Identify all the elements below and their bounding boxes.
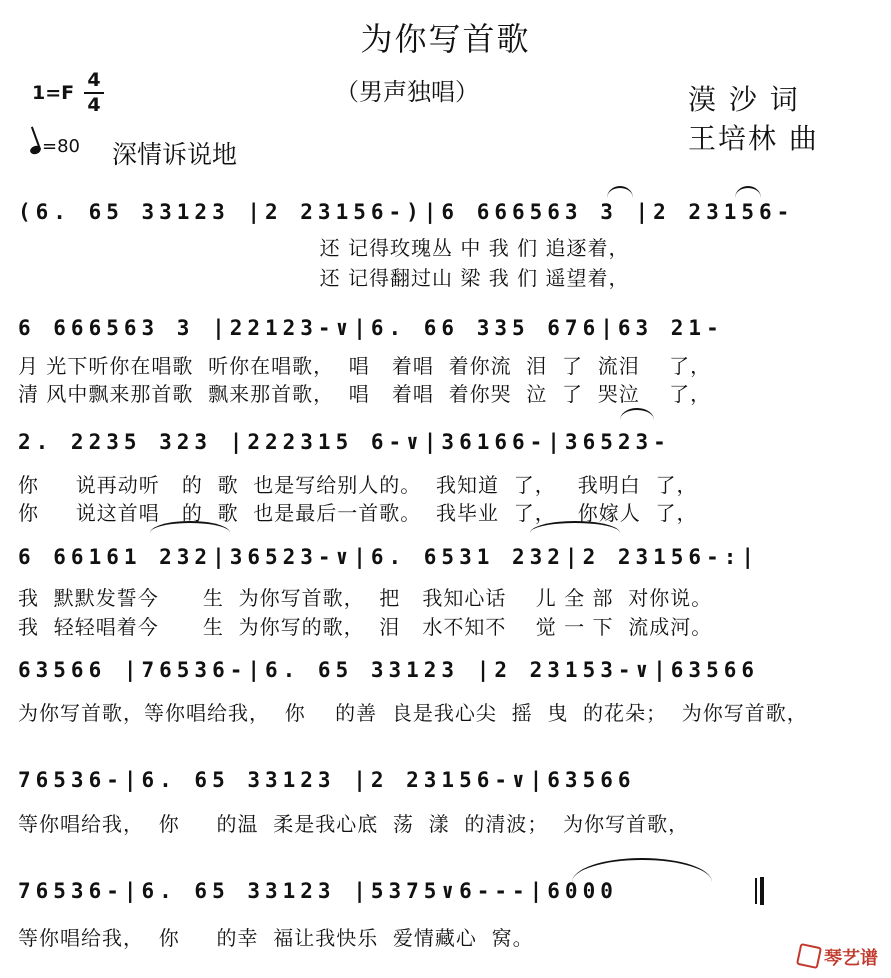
quarter-note-icon	[29, 144, 42, 155]
final-barline	[760, 877, 764, 905]
slur-mark	[620, 408, 654, 420]
watermark-logo	[798, 944, 878, 970]
slur-mark	[607, 186, 633, 198]
watermark-text: 琴艺谱	[824, 948, 878, 969]
logo-icon	[796, 943, 822, 969]
song-title: 为你写首歌	[360, 20, 531, 58]
lyric-line-3b: 你 说这首唱 的 歌 也是最后一首歌。 我毕业 了， 你嫁人 了，	[18, 501, 698, 525]
notation-line-2: 6 666563 3 |22123-∨|6. 66 335 676|63 21-	[18, 316, 724, 340]
lyric-line-2b: 清 风中飘来那首歌 飘来那首歌， 唱 着唱 着你哭 泣 了 哭泣 了，	[18, 382, 712, 406]
lyricist-credit: 漠 沙 词	[688, 83, 800, 116]
lyric-line-7: 等你唱给我， 你 的幸 福让我快乐 爱情藏心 窝。	[18, 926, 534, 950]
notation-line-7: 76536-|6. 65 33123 |5375∨6---|6000	[18, 879, 618, 903]
time-signature-top: 4	[87, 69, 101, 91]
notation-line-3: 2. 2235 323 |222315 6-∨|36166-|36523-	[18, 430, 671, 454]
lyric-line-1b: 还 记得翻过山 梁 我 们 遥望着，	[18, 266, 630, 290]
slur-mark	[735, 186, 761, 198]
time-signature	[84, 70, 104, 116]
tempo-marking	[30, 136, 80, 157]
lyric-line-6: 等你唱给我， 你 的温 柔是我心底 荡 漾 的清波； 为你写首歌，	[18, 812, 690, 836]
lyric-line-2a: 月 光下听你在唱歌 听你在唱歌， 唱 着唱 着你流 泪 了 流泪 了，	[18, 354, 712, 378]
tempo-value: =80	[42, 136, 80, 157]
notation-line-5: 63566 |76536-|6. 65 33123 |2 23153-∨|63566	[18, 658, 760, 682]
lyric-line-4b: 我 轻轻唱着今 生 为你写的歌， 泪 水不知不 觉 一 下 流成河。	[18, 615, 713, 639]
song-subtitle: （男声独唱）	[335, 78, 479, 106]
composer-credit: 王培林 曲	[688, 122, 819, 155]
lyric-line-1a: 还 记得玫瑰丛 中 我 们 追逐着，	[18, 236, 630, 260]
tie-mark	[572, 858, 712, 882]
time-signature-bottom: 4	[87, 94, 101, 116]
lyric-line-4a: 我 默默发誓今 生 为你写首歌， 把 我知心话 儿 全 部 对你说。	[18, 586, 713, 610]
notation-line-4: 6 66161 232|36523-∨|6. 6531 232|2 23156-:|	[18, 545, 760, 569]
key-signature: 1=F	[32, 82, 75, 104]
notation-line-6: 76536-|6. 65 33123 |2 23156-∨|63566	[18, 768, 636, 792]
lyric-line-3a: 你 说再动听 的 歌 也是写给别人的。 我知道 了， 我明白 了，	[18, 473, 698, 497]
lyric-line-5: 为你写首歌，等你唱给我， 你 的善 良是我心尖 摇 曳 的花朵； 为你写首歌，	[18, 701, 808, 725]
expression-marking: 深情诉说地	[112, 140, 238, 169]
notation-line-1: (6. 65 33123 |2 23156-)|6 666563 3 |2 23156-	[18, 200, 795, 224]
